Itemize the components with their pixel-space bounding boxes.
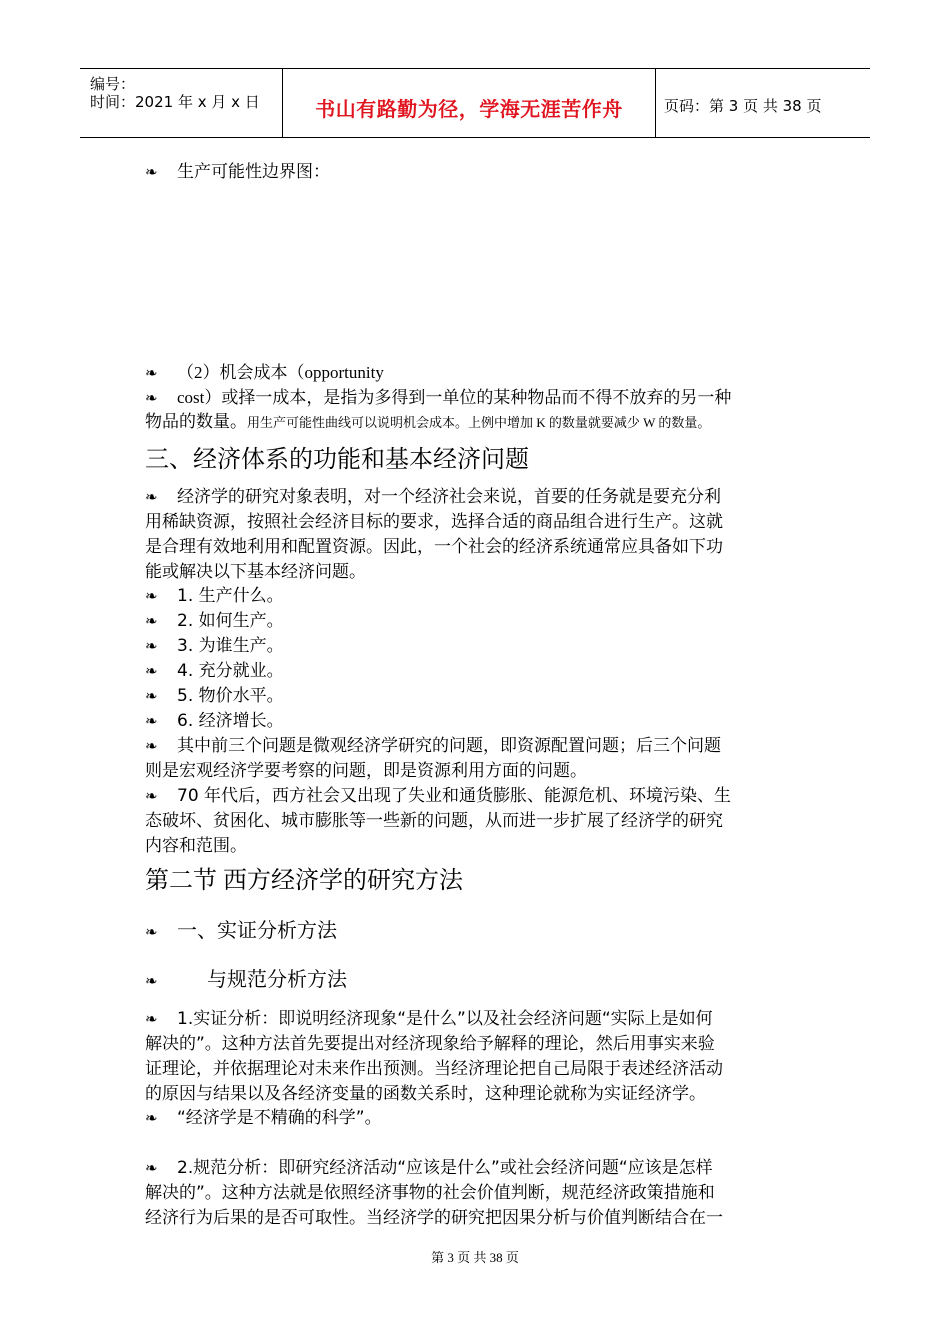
para-line: 2.规范分析：即研究经济活动“应该是什么”或社会经济问题“应该是怎样 [177,1158,713,1178]
list-item [145,160,330,185]
paragraph-line: 内容和范围。 [145,836,247,856]
subheading-text: 一、实证分析方法 [177,918,337,942]
bullet-icon: ❧ [145,637,158,655]
date-label: 时间：2021 年 x 月 x 日 [90,93,260,111]
list-item [145,609,284,634]
bullet-icon: ❧ [145,972,158,990]
chapter-heading: 第二节 西方经济学的研究方法 [145,868,463,894]
bullet-icon: ❧ [145,163,158,181]
header-meta-cell [80,69,283,137]
section-heading: 三、经济体系的功能和基本经济问题 [145,445,529,473]
paragraph-line: 能或解决以下基本经济问题。 [145,562,366,582]
opp-line-2: cost）或择一成本，是指为多得到一单位的某种物品而不得不放弃的另一种 [177,388,732,407]
list-item [145,684,284,709]
bullet-icon: ❧ [145,662,158,680]
list-text: 2. 如何生产。 [177,611,284,631]
opp-line-3: 物品的数量。 [145,412,247,432]
bullet-icon: ❧ [145,389,158,407]
paragraph-line [145,485,721,510]
paragraph-line: 经济行为后果的是否可取性。当经济学的研究把因果分析与价值判断结合在一 [145,1208,723,1228]
page-footer: 第 3 页 共 38 页 [431,1250,519,1265]
list-item [145,659,284,684]
bullet-icon: ❧ [145,737,158,755]
list-item [145,709,284,734]
list-text: 3. 为谁生产。 [177,636,284,656]
paragraph-line [145,784,731,809]
list-text: 1. 生产什么。 [177,586,284,606]
paragraph-line: 的原因与结果以及各经济变量的函数关系时，这种理论就称为实证经济学。 [145,1084,706,1104]
bullet-icon: ❧ [145,712,158,730]
subheading [145,965,347,995]
bullet-icon: ❧ [145,1109,158,1127]
serial-label: 编号： [90,75,136,93]
paragraph-line [145,1156,713,1181]
list-item [145,1106,382,1131]
quote-text: “经济学是不精确的科学”。 [177,1108,382,1128]
list-item [145,634,284,659]
paragraph-line: 解决的”。这种方法首先要提出对经济现象给予解释的理论，然后用事实来验 [145,1034,715,1054]
list-text: 6. 经济增长。 [177,711,284,731]
bullet-icon: ❧ [145,923,158,941]
bullet-icon: ❧ [145,364,158,382]
paragraph-line: 态破坏、贫困化、城市膨胀等一些新的问题，从而进一步扩展了经济学的研究 [145,811,723,831]
page-header [80,68,870,138]
bullet-icon: ❧ [145,1010,158,1028]
subheading-text: 与规范分析方法 [207,967,347,991]
para-line: 70 年代后，西方社会又出现了失业和通货膨胀、能源危机、环境污染、生 [177,786,732,806]
paragraph-line [145,1007,713,1032]
bullet-icon: ❧ [145,587,158,605]
paragraph-line [145,410,710,435]
motto: 书山有路勤为径，学海无涯苦作舟 [315,97,623,121]
opp-line-1: （2）机会成本（opportunity [177,363,384,382]
list-text: 5. 物价水平。 [177,686,284,706]
bullet-icon: ❧ [145,1159,158,1177]
para-line: 1.实证分析：即说明经济现象“是什么”以及社会经济问题“实际上是如何 [177,1009,713,1029]
list-text: 4. 充分就业。 [177,661,284,681]
para-line: 其中前三个问题是微观经济学研究的问题，即资源配置问题；后三个问题 [177,736,721,756]
list-item [145,385,731,411]
paragraph-line: 用稀缺资源，按照社会经济目标的要求，选择合适的商品组合进行生产。这就 [145,512,723,532]
intro-line: 经济学的研究对象表明，对一个经济社会来说，首要的任务就是要充分利 [177,487,721,507]
paragraph-line: 证理论，并依据理论对未来作出预测。当经济理论把自己局限于表述经济活动 [145,1059,723,1079]
subheading [145,916,337,946]
list-item [145,360,384,386]
bullet-icon: ❧ [145,687,158,705]
paragraph-line: 解决的”。这种方法就是依照经济事物的社会价值判断，规范经济政策措施和 [145,1183,715,1203]
bullet-icon: ❧ [145,612,158,630]
ppf-label: 生产可能性边界图： [177,162,330,182]
header-motto-cell [283,69,656,137]
bullet-icon: ❧ [145,488,158,506]
paragraph-line [145,734,721,759]
list-item [145,584,284,609]
paragraph-line: 则是宏观经济学要考察的问题，即是资源利用方面的问题。 [145,761,587,781]
paragraph-line: 是合理有效地利用和配置资源。因此，一个社会的经济系统通常应具备如下功 [145,537,723,557]
bullet-icon: ❧ [145,787,158,805]
page-info: 页码：第 3 页 共 38 页 [664,97,822,115]
header-page-cell [656,69,870,137]
opp-note: 用生产可能性曲线可以说明机会成本。上例中增加 K 的数量就要减少 W 的数量。 [247,415,711,430]
